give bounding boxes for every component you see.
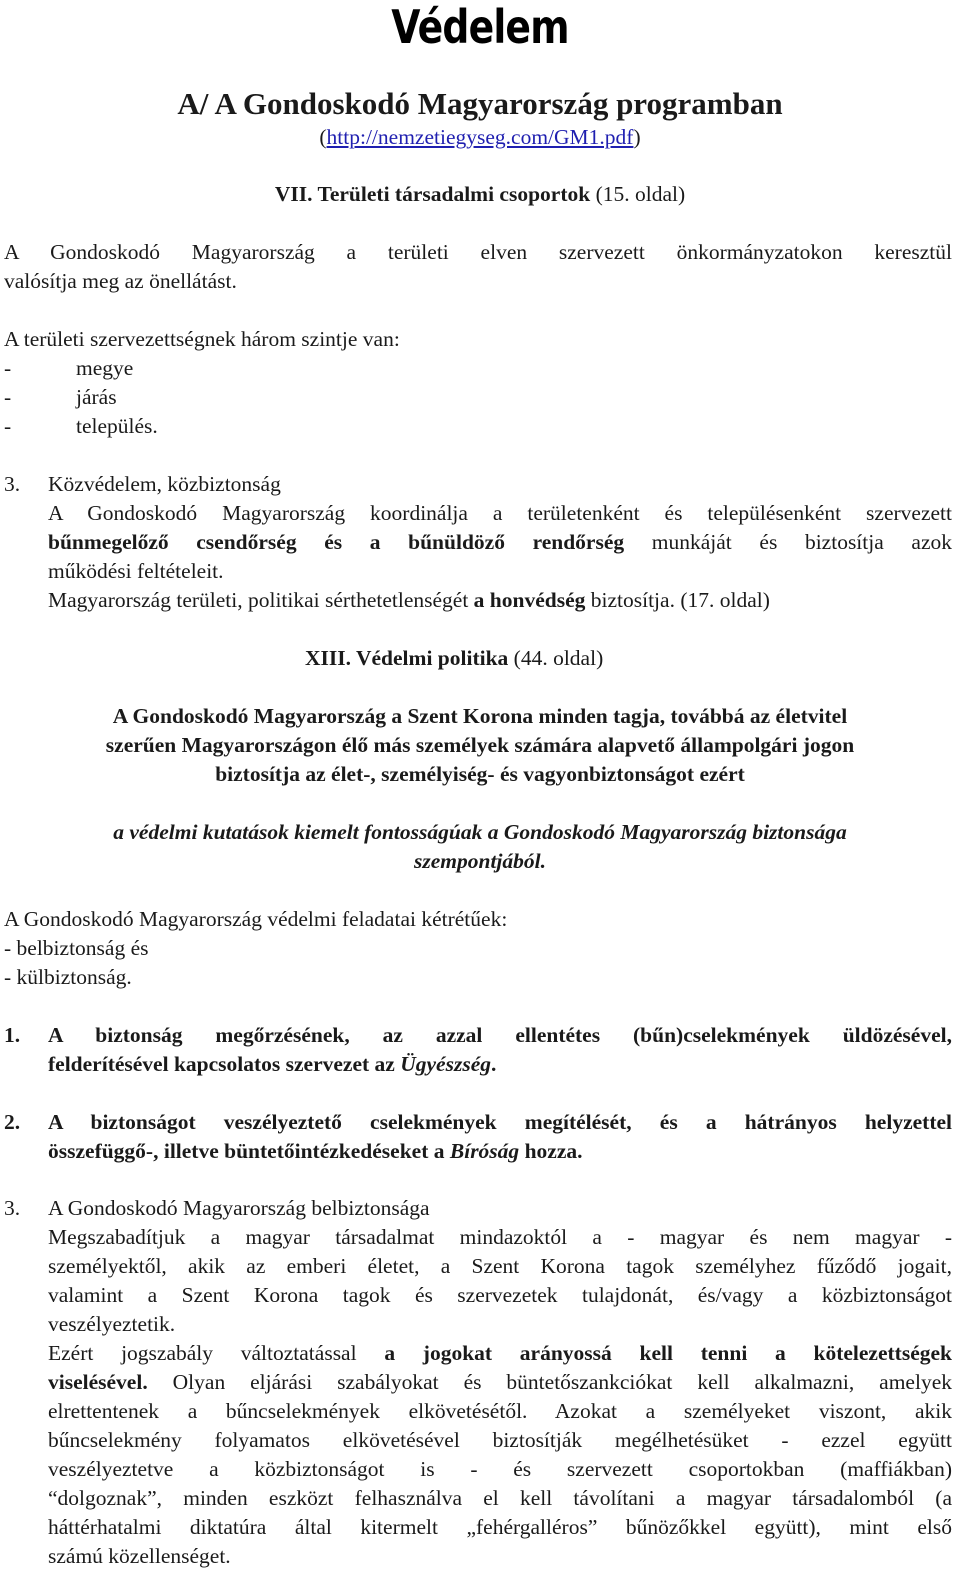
item-2-number: 2. [4,1110,21,1134]
item-3-number: 3. [4,1196,21,1220]
kozvedelem-line-2-rest: munkáját és biztosítja azok [624,530,952,554]
item-3-p2-line-1 [48,1343,952,1365]
item-3-p2-line-2-bold: viselésével. [48,1370,148,1394]
list-item: - [4,414,12,438]
section-vii-page: (15. oldal) [590,182,686,206]
item-3-p1-line: Megszabadítjuk a magyar társadalmat mindazoktól a - magyar és nem magyar - [48,1225,952,1249]
kozvedelem-line-4-b: biztosítja. (17. oldal) [585,588,770,612]
section-xiii-heading [305,648,603,670]
item-3-p2-line: számú közellenséget. [48,1544,231,1568]
kozvedelem-line-2 [48,532,952,554]
item-1-italic: Ügyészség [400,1052,491,1076]
page-title: Védelem [391,0,569,54]
kozvedelem-bold: bűnmegelőző csendőrség és a bűnüldöző rendőrség [48,530,625,554]
kozvedelem-heading: Közvédelem, közbiztonság [48,472,281,496]
item-2-line-1: A biztonságot veszélyeztető cselekmények megítélését, és a hátrányos helyzettel [48,1110,952,1134]
source-link[interactable]: http://nemzetiegyseg.com/GM1.pdf [326,125,634,149]
tasks-heading: A Gondoskodó Magyarország védelmi feladatai kétrétűek: [4,907,508,931]
source-link-line [0,127,960,149]
kozvedelem-line-4-bold: a honvédség [473,588,586,612]
paren-open: ( [319,125,327,149]
kozvedelem-line-3: működési feltételeit. [48,559,224,583]
intro-line-1: A Gondoskodó Magyarország a területi elven szervezett önkormányzatokon keresztül [4,240,952,264]
item-3-p1-line: veszélyeztetik. [48,1312,176,1336]
item-3-p2-line-1-bold: a jogokat arányossá kell tenni a kötelezettségek [384,1341,952,1365]
levels-heading: A területi szervezettségnek három szintje van: [4,327,400,351]
item-3-p2-line: bűncselekmény folyamatos elkövetésével biztosítják megélhetésüket - ezzel együtt [48,1428,952,1452]
item-3-p2-line: elrettentenek a bűncselekmények elkövetésétől. Azokat a személyeket viszont, akik [48,1399,952,1423]
kozvedelem-line-4-a: Magyarország területi, politikai sérthetetlenségét [48,588,474,612]
bold-paragraph-line: biztosítja az élet-, személyiség- és vagyonbiztonságot ezért [215,762,745,786]
list-item: - [4,356,12,380]
item-2-line-2-b: hozza. [519,1139,583,1163]
list-item-text: település. [76,414,158,438]
italic-paragraph-line: szempontjából. [413,849,546,873]
kozvedelem-number: 3. [4,472,21,496]
kozvedelem-line-4 [48,590,770,612]
item-1-number: 1. [4,1023,21,1047]
item-3-p2-line-2-rest: Olyan eljárási szabályokat és büntetőszankciókat kell alkalmazni, amelyek [147,1370,952,1394]
item-3-p2-line: háttérhatalmi diktatúra által kitermelt „fehérgalléros” bűnözőkkel együtt), mint első [48,1515,952,1539]
item-1-line-2-a: felderítésével kapcsolatos szervezet az [48,1052,401,1076]
list-item-text: járás [76,385,117,409]
list-item: - külbiztonság. [4,965,132,989]
item-3-p2-line-1-a: Ezért jogszabály változtatással [48,1341,385,1365]
item-2-italic: Bíróság [449,1139,520,1163]
item-3-heading: A Gondoskodó Magyarország belbiztonsága [48,1196,430,1220]
section-vii-heading [0,184,960,206]
section-xiii-title: XIII. Védelmi politika [305,646,509,670]
list-item-text: megye [76,356,134,380]
paren-close: ) [633,125,641,149]
item-3-p2-line: veszélyeztetve a közbiztonságot is - és szervezett csoportokban (maffiákban) [48,1457,952,1481]
item-1-line-2-b: . [491,1052,497,1076]
list-item: - [4,385,12,409]
italic-paragraph-line: a védelmi kutatások kiemelt fontosságúak a Gondoskodó Magyarország biztonsága [113,820,847,844]
list-item: - belbiztonság és [4,936,149,960]
item-1-line-2 [48,1054,496,1076]
kozvedelem-line-1: A Gondoskodó Magyarország koordinálja a területenként és településenként szervezett [48,501,952,525]
bold-paragraph-line: szerűen Magyarországon élő más személyek számára alapvető állampolgári jogon [105,733,855,757]
bold-paragraph-line: A Gondoskodó Magyarország a Szent Korona minden tagja, továbbá az életvitel [112,704,848,728]
section-vii-title: VII. Területi társadalmi csoportok [274,182,591,206]
item-3-p2-line: “dolgoznak”, minden eszközt felhasználva el kell távolítani a magyar társadalomból (a [48,1486,952,1510]
item-1-line-1: A biztonság megőrzésének, az azzal ellentétes (bűn)cselekmények üldözésével, [48,1023,952,1047]
intro-line-2: valósítja meg az önellátást. [4,269,237,293]
item-2-line-2-a: összefüggő-, illetve büntetőintézkedéseket a [48,1139,450,1163]
section-xiii-page: (44. oldal) [508,646,604,670]
item-3-p2-line-2 [48,1372,952,1394]
item-3-p1-line: személyektől, akik az emberi életet, a Szent Korona tagok személyhez fűződő jogait, [48,1254,952,1278]
item-3-p1-line: valamint a Szent Korona tagok és szervezetek tulajdonát, és/vagy a közbiztonságot [48,1283,952,1307]
document-subtitle: A/ A Gondoskodó Magyarország programban [177,86,783,121]
item-2-line-2 [48,1141,582,1163]
